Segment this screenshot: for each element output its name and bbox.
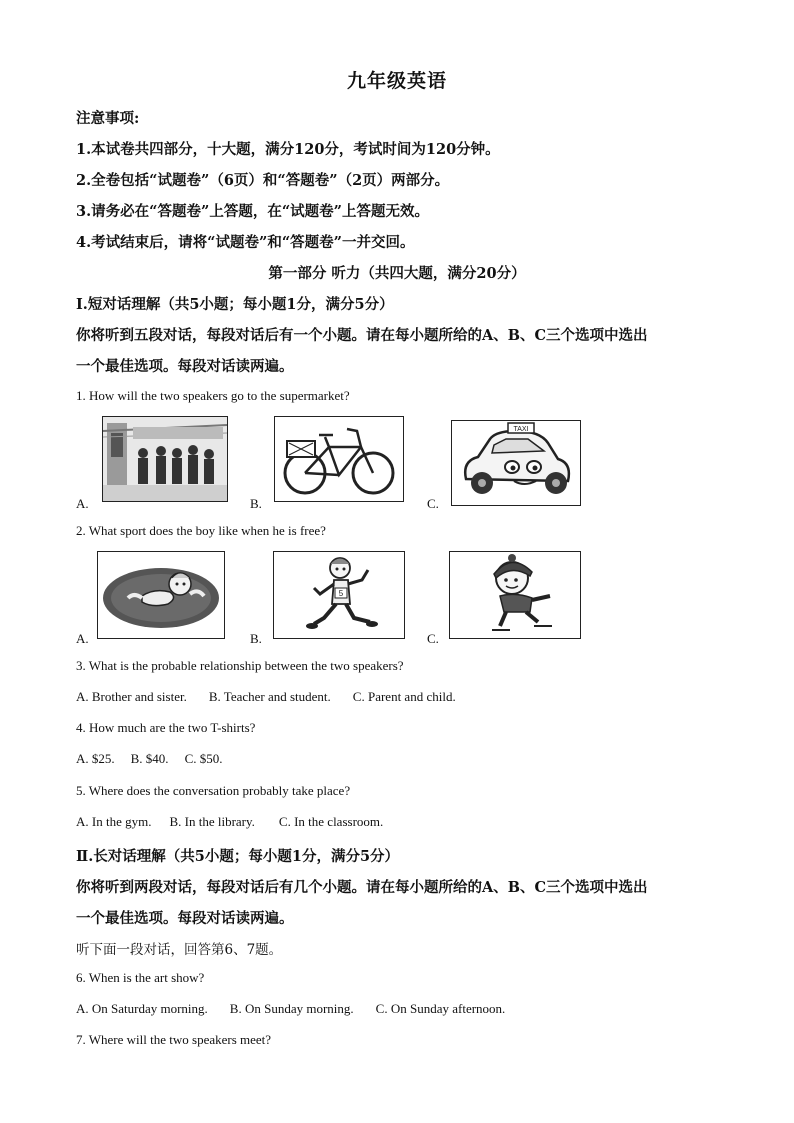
q2-option-c-picture (449, 551, 581, 639)
question-3-text: 3. What is the probable relationship between the two speakers? (76, 658, 404, 673)
question-6-text: 6. When is the art show? (76, 970, 205, 985)
notice-item-2: 2.全卷包括“试题卷”（6页）和“答题卷”（2页）两部分。 (76, 172, 450, 189)
section2-heading: Ⅱ.长对话理解（共5小题；每小题1分，满分5分） (76, 848, 400, 865)
question-3-options (76, 689, 456, 705)
running-icon (274, 552, 404, 638)
swimming-icon (98, 552, 224, 638)
q5-option-c: C. In the classroom. (278, 814, 384, 829)
q1-option-a-label: A. (76, 496, 89, 511)
q1-option-c-label: C. (427, 496, 439, 511)
q2-option-b-picture (273, 551, 405, 639)
q4-option-b: B. $40. (130, 751, 169, 766)
q2-option-c-label: C. (427, 631, 439, 646)
q5-option-a: A. In the gym. (76, 814, 152, 829)
q1-option-a-picture (102, 416, 228, 502)
question-7-text: 7. Where will the two speakers meet? (76, 1032, 272, 1047)
q2-option-b-label: B. (250, 631, 262, 646)
question-4-text: 4. How much are the two T-shirts? (76, 720, 256, 735)
q2-option-a-picture (97, 551, 225, 639)
question-5-options (76, 814, 383, 830)
taxi-icon (452, 421, 580, 505)
q4-option-a: A. $25. (76, 751, 115, 766)
section2-instruction-line2: 一个最佳选项。每段对话读两遍。 (76, 910, 294, 927)
section1-heading: Ⅰ.短对话理解（共5小题；每小题1分，满分5分） (76, 296, 394, 313)
q3-option-b: B. Teacher and student. (208, 689, 331, 704)
q3-option-a: A. Brother and sister. (76, 689, 187, 704)
section2-listen-note: 听下面一段对话，回答第6、7题。 (76, 942, 283, 958)
section1-instruction-line2: 一个最佳选项。每段对话读两遍。 (76, 358, 294, 375)
question-2-text: 2. What sport does the boy like when he is free? (76, 523, 326, 538)
q4-option-c: C. $50. (184, 751, 223, 766)
skating-icon (450, 552, 580, 638)
q5-option-b: B. In the library. (169, 814, 255, 829)
bicycle-icon (275, 417, 403, 501)
q3-option-c: C. Parent and child. (352, 689, 456, 704)
subway-icon (103, 417, 227, 501)
notice-item-1: 1.本试卷共四部分，十大题，满分120分，考试时间为120分钟。 (76, 141, 500, 158)
part1-heading: 第一部分 听力（共四大题，满分20分） (268, 265, 526, 282)
taxi-sign-text: TAXI (513, 426, 529, 433)
q1-option-b-label: B. (250, 496, 262, 511)
exam-title: 九年级英语 (346, 70, 447, 92)
question-5-text: 5. Where does the conversation probably take place? (76, 783, 351, 798)
q1-option-c-picture (451, 420, 581, 506)
section1-instruction-line1: 你将听到五段对话，每段对话后有一个小题。请在每小题所给的A、B、C三个选项中选出 (76, 327, 648, 344)
runner-number: 5 (338, 589, 344, 598)
q6-option-c: C. On Sunday afternoon. (375, 1001, 506, 1016)
notice-heading: 注意事项: (76, 110, 140, 127)
q6-option-b: B. On Sunday morning. (229, 1001, 354, 1016)
question-6-options (76, 1001, 505, 1017)
notice-item-4: 4.考试结束后，请将“试题卷”和“答题卷”一并交回。 (76, 234, 415, 251)
q1-option-b-picture (274, 416, 404, 502)
q2-option-a-label: A. (76, 631, 89, 646)
q6-option-a: A. On Saturday morning. (76, 1001, 208, 1016)
section2-instruction-line1: 你将听到两段对话，每段对话后有几个小题。请在每小题所给的A、B、C三个选项中选出 (76, 879, 648, 896)
question-4-options (76, 751, 222, 767)
question-1-text: 1. How will the two speakers go to the supermarket? (76, 388, 350, 403)
notice-item-3: 3.请务必在“答题卷”上答题，在“试题卷”上答题无效。 (76, 203, 429, 220)
